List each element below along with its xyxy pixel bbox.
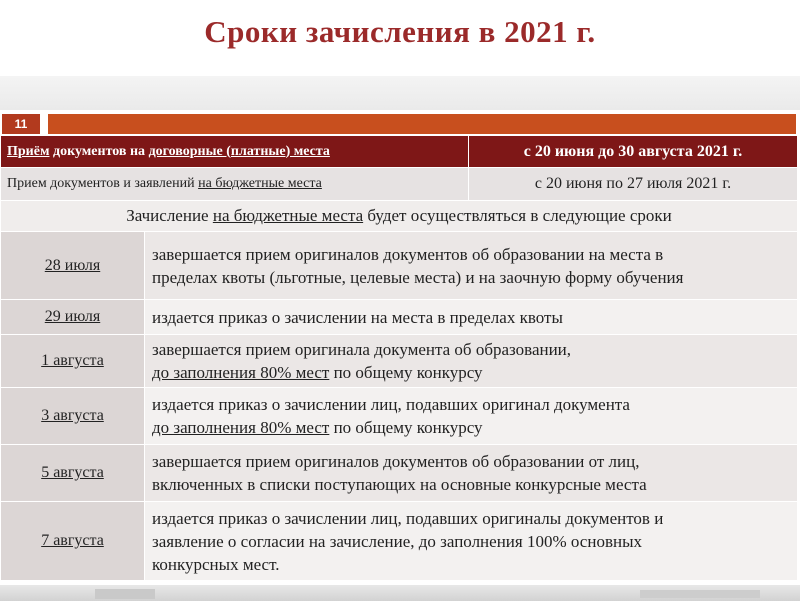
enrollment-schedule-table (0, 135, 798, 581)
schedule-line: конкурсных мест. (152, 554, 280, 574)
schedule-description (145, 300, 798, 335)
footer-decoration (640, 590, 760, 598)
schedule-date (1, 388, 145, 445)
schedule-date (1, 335, 145, 388)
schedule-description (145, 388, 798, 445)
schedule-date-link[interactable]: 3 августа (41, 407, 104, 424)
schedule-line-link[interactable]: до заполнения 80% мест (152, 418, 330, 437)
schedule-line: издается приказ о зачислении лиц, подавших оригинал документа (152, 395, 630, 414)
schedule-line: включенных в списки поступающих на основные конкурсные места (152, 475, 647, 494)
budget-places-row (1, 168, 798, 201)
schedule-description (145, 335, 798, 388)
schedule-row (1, 232, 798, 300)
paid-label-pre: Приём (7, 143, 50, 159)
paid-places-label (1, 136, 469, 168)
schedule-description (145, 232, 798, 300)
schedule-description (145, 502, 798, 581)
header-band (0, 76, 800, 110)
budget-label-pre: Прием документов и заявлений (7, 176, 199, 191)
footer-decoration (95, 589, 155, 599)
paid-label-mid: документов на (49, 143, 149, 159)
schedule-row (1, 300, 798, 335)
schedule-line: завершается прием оригиналов документов об образовании от лиц, (152, 452, 640, 471)
schedule-line: пределах квоты (льготные, целевые места) и на заочную форму обучения (152, 267, 684, 287)
schedule-line: завершается прием оригиналов документов об образовании на места в (152, 244, 664, 264)
schedule-line-link[interactable]: до заполнения 80% мест (152, 363, 330, 382)
paid-places-dates: с 20 июня до 30 августа 2021 г. (469, 136, 798, 168)
paid-label-link[interactable]: договорные (платные) места (148, 143, 330, 159)
schedule-date (1, 300, 145, 335)
note-link[interactable]: на бюджетные места (212, 206, 364, 225)
budget-places-label (1, 168, 469, 201)
schedule-date-link[interactable]: 28 июля (44, 256, 101, 274)
schedule-line: издается приказ о зачислении лиц, подавших оригиналы документов и (152, 508, 664, 528)
schedule-date (1, 232, 145, 300)
schedule-row (1, 502, 798, 581)
schedule-line (152, 416, 797, 439)
schedule-line: заявление о согласии на зачисление, до заполнения 100% основных (152, 531, 642, 551)
schedule-description (145, 445, 798, 502)
schedule-line: завершается прием оригинала документа об образовании, (152, 340, 572, 359)
enrollment-note (1, 201, 798, 232)
schedule-date-link[interactable]: 1 августа (41, 352, 104, 369)
note-post: будет осуществляться в следующие сроки (363, 206, 672, 225)
schedule-row (1, 388, 798, 445)
schedule-date (1, 445, 145, 502)
schedule-date-link[interactable]: 7 августа (41, 532, 104, 549)
budget-places-dates: с 20 июня по 27 июля 2021 г. (469, 168, 798, 201)
paid-places-row (1, 136, 798, 168)
note-pre: Зачисление (126, 206, 213, 225)
schedule-date (1, 502, 145, 581)
schedule-date-link[interactable]: 5 августа (41, 464, 104, 481)
schedule-line: издается приказ о зачислении на места в пределах квоты (152, 307, 563, 327)
schedule-row (1, 335, 798, 388)
schedule-line-post: по общему конкурсу (329, 418, 483, 437)
schedule-row (1, 445, 798, 502)
slide-number-badge: 11 (2, 114, 40, 134)
page-title: Сроки зачисления в 2021 г. (204, 14, 596, 49)
enrollment-note-row (1, 201, 798, 232)
accent-bar (48, 114, 796, 134)
budget-label-link[interactable]: на бюджетные места (198, 176, 322, 191)
schedule-line-post: по общему конкурсу (329, 363, 483, 382)
schedule-line (152, 361, 797, 384)
schedule-date-link[interactable]: 29 июля (44, 308, 101, 325)
